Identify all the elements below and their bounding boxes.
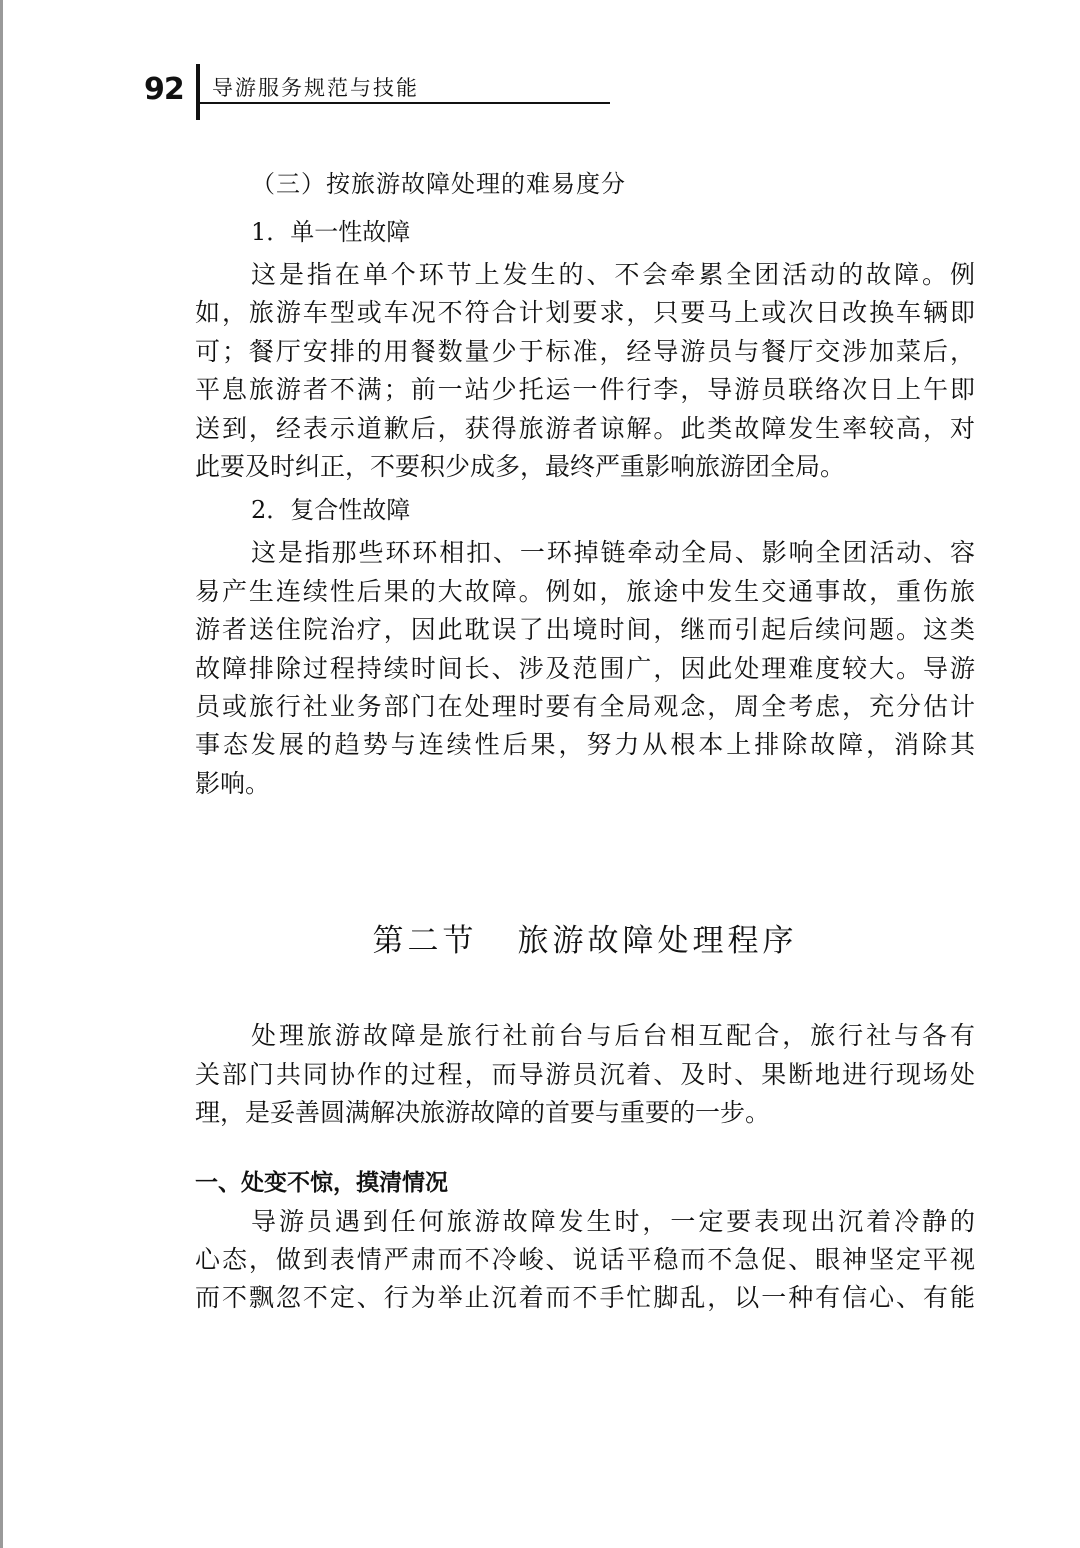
- paragraph-line: 送到，经表示道歉后，获得旅游者谅解。此类故障发生率较高，对: [195, 413, 975, 443]
- paragraph-line: 这是指在单个环节上发生的、不会牵累全团活动的故障。例: [251, 260, 975, 289]
- paragraph-line: 理，是妥善圆满解决旅游故障的首要与重要的一步。: [195, 1098, 771, 1128]
- paragraph-line: 平息旅游者不满；前一站少托运一件行李，导游员联络次日上午即: [195, 375, 975, 405]
- paragraph-line: 心态，做到表情严肃而不冷峻、说话平稳而不急促、眼神坚定平视: [195, 1244, 975, 1274]
- part1-paragraph: [195, 1203, 975, 1318]
- book-title: 导游服务规范与技能: [212, 76, 419, 100]
- section-number: 第二节: [372, 923, 478, 960]
- header-vertical-bar: [196, 64, 200, 120]
- item1-paragraph: [195, 256, 975, 486]
- subsection-heading: （三）按旅游故障处理的难易度分: [251, 170, 626, 198]
- paragraph-line: 员或旅行社业务部门在处理时要有全局观念，周全考虑，充分估计: [195, 692, 975, 722]
- paragraph-line: 导游员遇到任何旅游故障发生时，一定要表现出沉着冷静的: [251, 1206, 975, 1236]
- paragraph-line: 如，旅游车型或车况不符合计划要求，只要马上或次日改换车辆即: [195, 298, 975, 328]
- body-text: [195, 160, 975, 1318]
- item2-paragraph: [195, 534, 975, 803]
- page-number: 92: [144, 72, 184, 107]
- paragraph-line: 而不飘忽不定、行为举止沉着而不手忙脚乱，以一种有信心、有能: [195, 1283, 975, 1313]
- intro-paragraph: [195, 1017, 975, 1132]
- paragraph-line: 故障排除过程持续时间长、涉及范围广，因此处理难度较大。导游: [195, 653, 975, 683]
- paragraph-line: 事态发展的趋势与连续性后果，努力从根本上排除故障，消除其: [195, 730, 975, 760]
- paragraph-line: 易产生连续性后果的大故障。例如，旅途中发生交通事故，重伤旅: [195, 576, 975, 606]
- item1-heading: 1．单一性故障: [251, 218, 411, 246]
- paragraph-line: 处理旅游故障是旅行社前台与后台相互配合，旅行社与各有: [251, 1021, 975, 1051]
- part1-heading: 一、处变不惊，摸清情况: [195, 1169, 448, 1196]
- paragraph-line: 关部门共同协作的过程，而导游员沉着、及时、果断地进行现场处: [195, 1059, 975, 1089]
- running-header: [0, 0, 1080, 130]
- paragraph-line: 可；餐厅安排的用餐数量少于标准，经导游员与餐厅交涉加菜后，: [195, 336, 975, 366]
- section-name: 旅游故障处理程序: [517, 923, 798, 960]
- paragraph-line: 此要及时纠正，不要积少成多，最终严重影响旅游团全局。: [195, 452, 846, 482]
- section-title: [195, 909, 975, 973]
- header-rule: [200, 102, 610, 104]
- page-edge-line: [0, 0, 3, 1548]
- paragraph-line: 这是指那些环环相扣、一环掉链牵动全局、影响全团活动、容: [251, 538, 975, 568]
- item2-heading: 2．复合性故障: [251, 496, 411, 525]
- paragraph-line: 影响。: [195, 768, 271, 798]
- paragraph-line: 游者送住院治疗，因此耽误了出境时间，继而引起后续问题。这类: [195, 615, 975, 645]
